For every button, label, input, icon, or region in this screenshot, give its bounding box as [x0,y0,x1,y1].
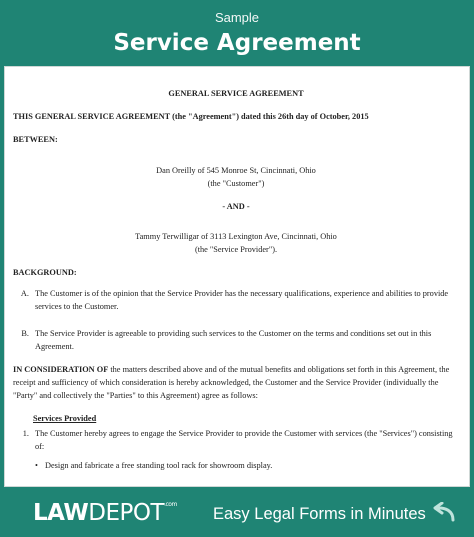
document-heading: GENERAL SERVICE AGREEMENT [168,89,304,98]
consideration-clause [13,363,459,402]
footer-tagline: Easy Legal Forms in Minutes [213,505,426,523]
and-separator: - AND - [222,202,250,211]
consideration-text: the matters described above and of the mutual benefits and obligations set forth in this Agreement, the receipt and sufficiency of which consideration is hereby acknowledged, the Customer and the Service Provider (individually the "Party" and collectively the "Parties" to this Agreement) agree as follows: [13,365,450,400]
list-item [13,327,459,353]
page-title: Service Agreement [113,30,361,56]
services-item-text: The Customer hereby agrees to engage the Service Provider to provide the Customer with services (the "Services") consisting of: [35,429,453,451]
customer-role: (the "Customer") [207,179,265,188]
logo-depot: DEPOT [88,500,165,526]
agreement-intro: THIS GENERAL SERVICE AGREEMENT (the "Agreement") dated this 26th day of October, 2015 [13,112,369,121]
list-item-label: B. [21,329,29,338]
services-bullet [13,459,459,472]
provider-role: (the "Service Provider"). [194,245,278,254]
background-label: BACKGROUND: [13,268,77,277]
between-label: BETWEEN: [13,135,58,144]
bullet-icon: • [35,461,38,470]
services-heading: Services Provided [33,414,97,423]
provider-address: Tammy Terwilligar of 3113 Lexington Ave, Cincinnati, Ohio [135,232,337,241]
services-item-label: 1. [22,429,29,438]
list-item [13,287,459,313]
list-item-text: The Service Provider is agreeable to providing such services to the Customer on the terms and conditions set out in this Agreement. [35,329,432,351]
list-item-text: The Customer is of the opinion that the Service Provider has the necessary qualifications, experience and abilities to provide services to the Customer. [35,289,449,311]
logo-law: LAW [33,500,89,526]
services-bullet-text: Design and fabricate a free standing tool rack for showroom display. [45,461,273,470]
party-service-provider [13,230,459,256]
services-item [13,427,459,453]
document-page [4,66,470,487]
list-item-label: A. [20,289,29,298]
party-customer [13,164,459,190]
header-banner [0,0,474,66]
logo-com: .com [164,501,177,508]
curved-arrow-icon[interactable] [431,502,457,524]
customer-address: Dan Oreilly of 545 Monroe St, Cincinnati, Ohio [156,166,316,175]
sample-label: Sample [214,10,260,25]
footer-banner [0,488,474,537]
lawdepot-logo[interactable] [33,500,177,526]
consideration-lead: IN CONSIDERATION OF [13,365,109,374]
